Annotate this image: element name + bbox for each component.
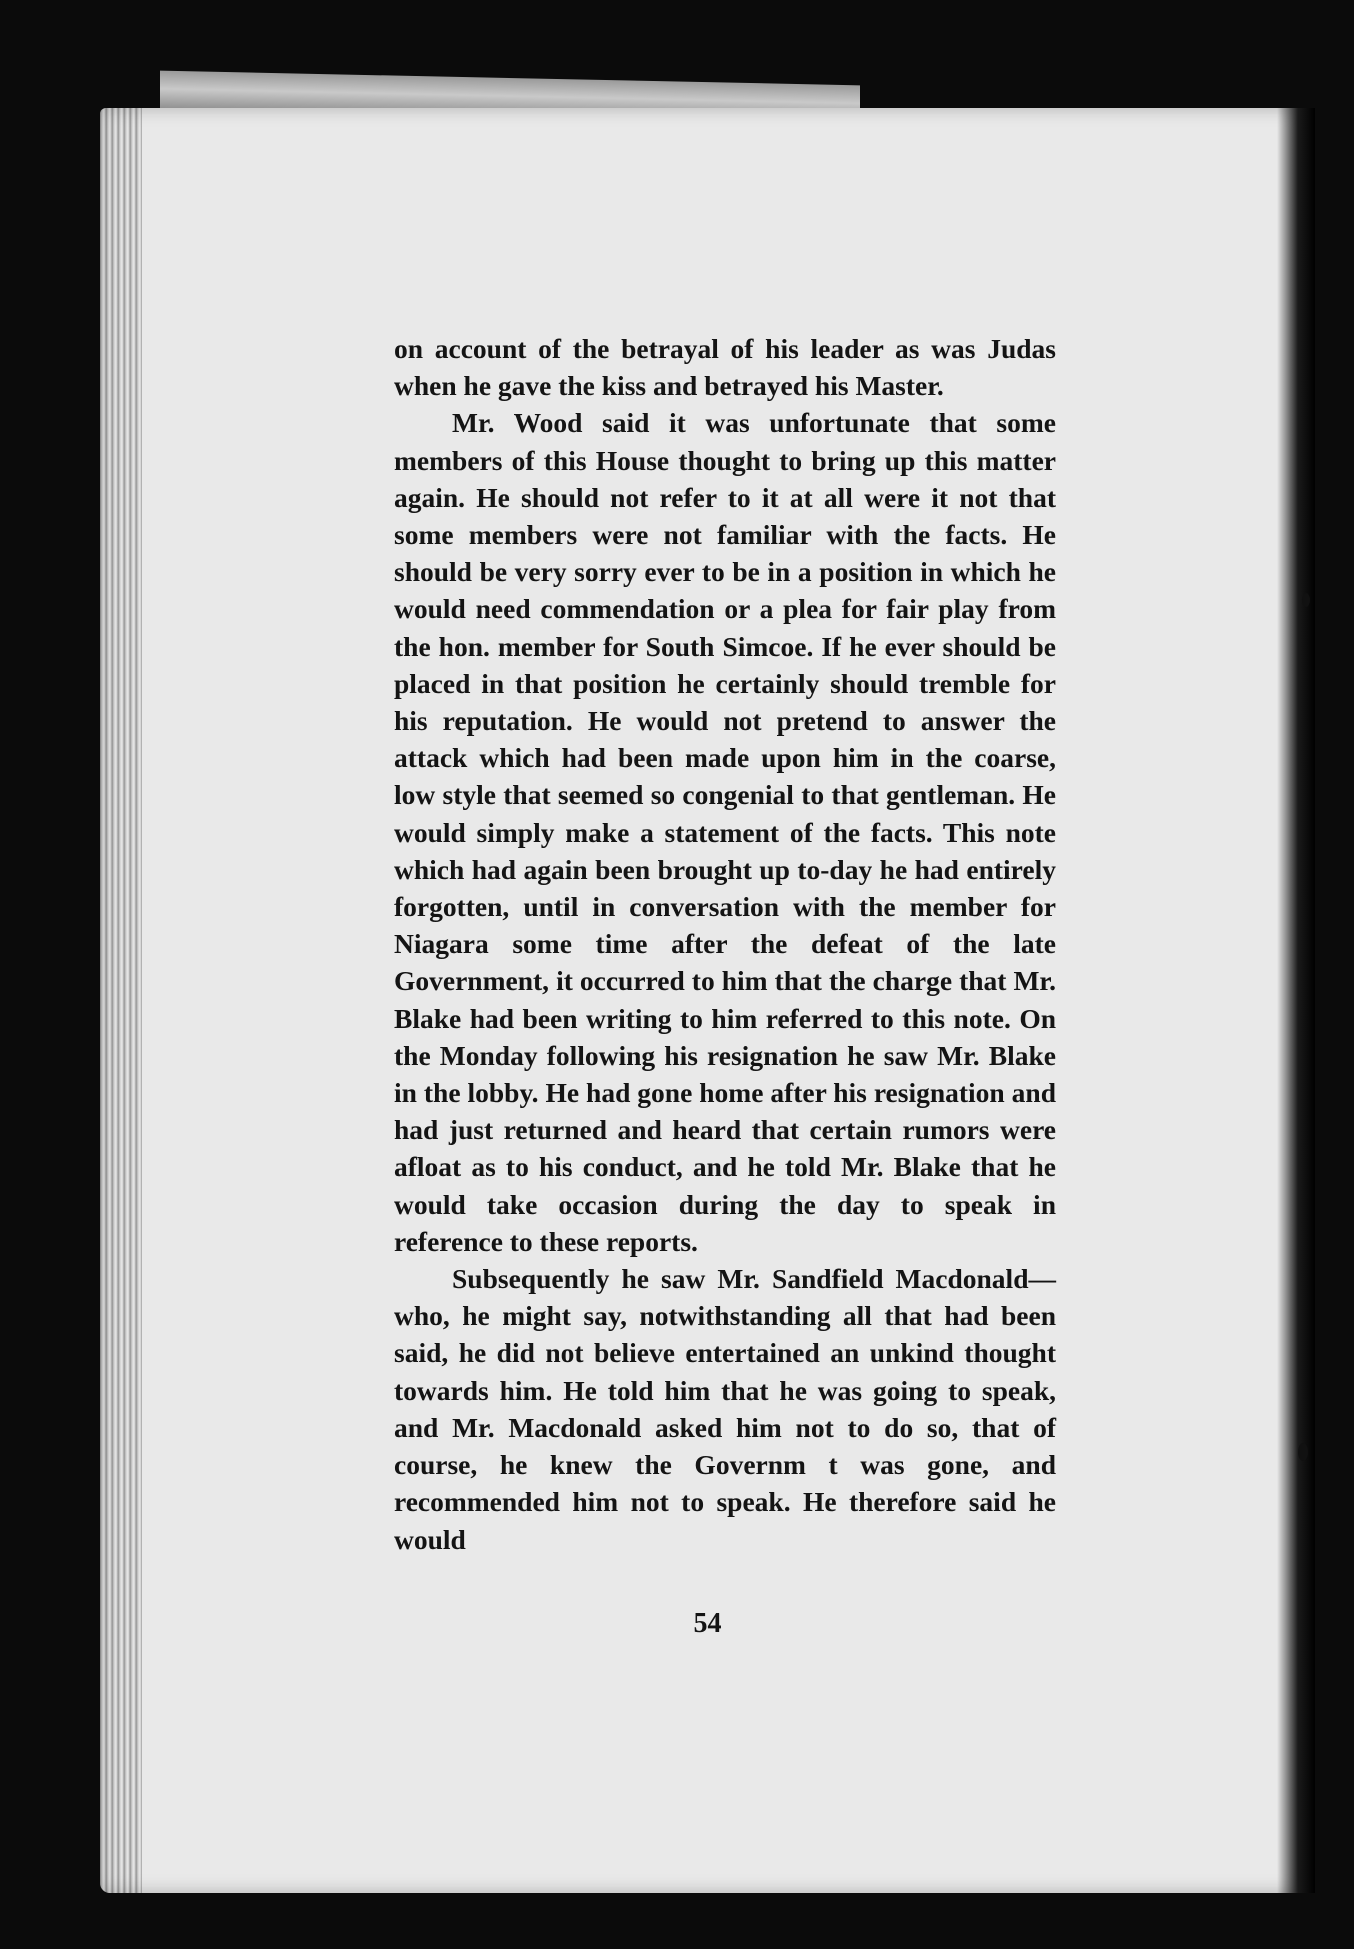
book-page — [100, 108, 1315, 1893]
scan-speck — [1302, 593, 1310, 607]
page-number: 54 — [693, 1608, 722, 1639]
body-text — [394, 330, 1056, 1558]
paragraph-2: Mr. Wood said it was unfortunate that some members of this House thought to bring up this matter again. He should not refer to it at all were it not that some members were not familiar with the facts. He should be very sorry ever to be in a position in which he would need commendation or a plea for fair play from the hon. member for South Simcoe. If he ever should be placed in that position he certainly should tremble for his reputation. He would not pretend to answer the attack which had been made upon him in the coarse, low style that seemed so congenial to that gentleman. He would simply make a statement of the facts. This note which had again been brought up to-day he had entirely forgotten, until in conversation with the member for Niagara some time after the defeat of the late Government, it occurred to him that the charge that Mr. Blake had been writing to him referred to this note. On the Monday following his resignation he saw Mr. Blake in the lobby. He had gone home after his resignation and had just returned and heard that certain rumors were afloat as to his conduct, and he told Mr. Blake that he would take occasion during the day to speak in reference to these reports. — [394, 407, 1056, 1257]
paragraph-3: Subsequently he saw Mr. Sandfield Macdonald—who, he might say, notwithstanding all that had been said, he did not believe entertained an unkind thought towards him. He told him that he was going to speak, and Mr. Macdonald asked him not to do so, that of course, he knew the Governm t was gone, and recommended him not to speak. He therefore said he would — [394, 1263, 1056, 1555]
scan-speck — [1298, 1443, 1308, 1461]
paragraph-1: on account of the betrayal of his leader as was Judas when he gave the kiss and betrayed his Master. — [394, 333, 1056, 402]
